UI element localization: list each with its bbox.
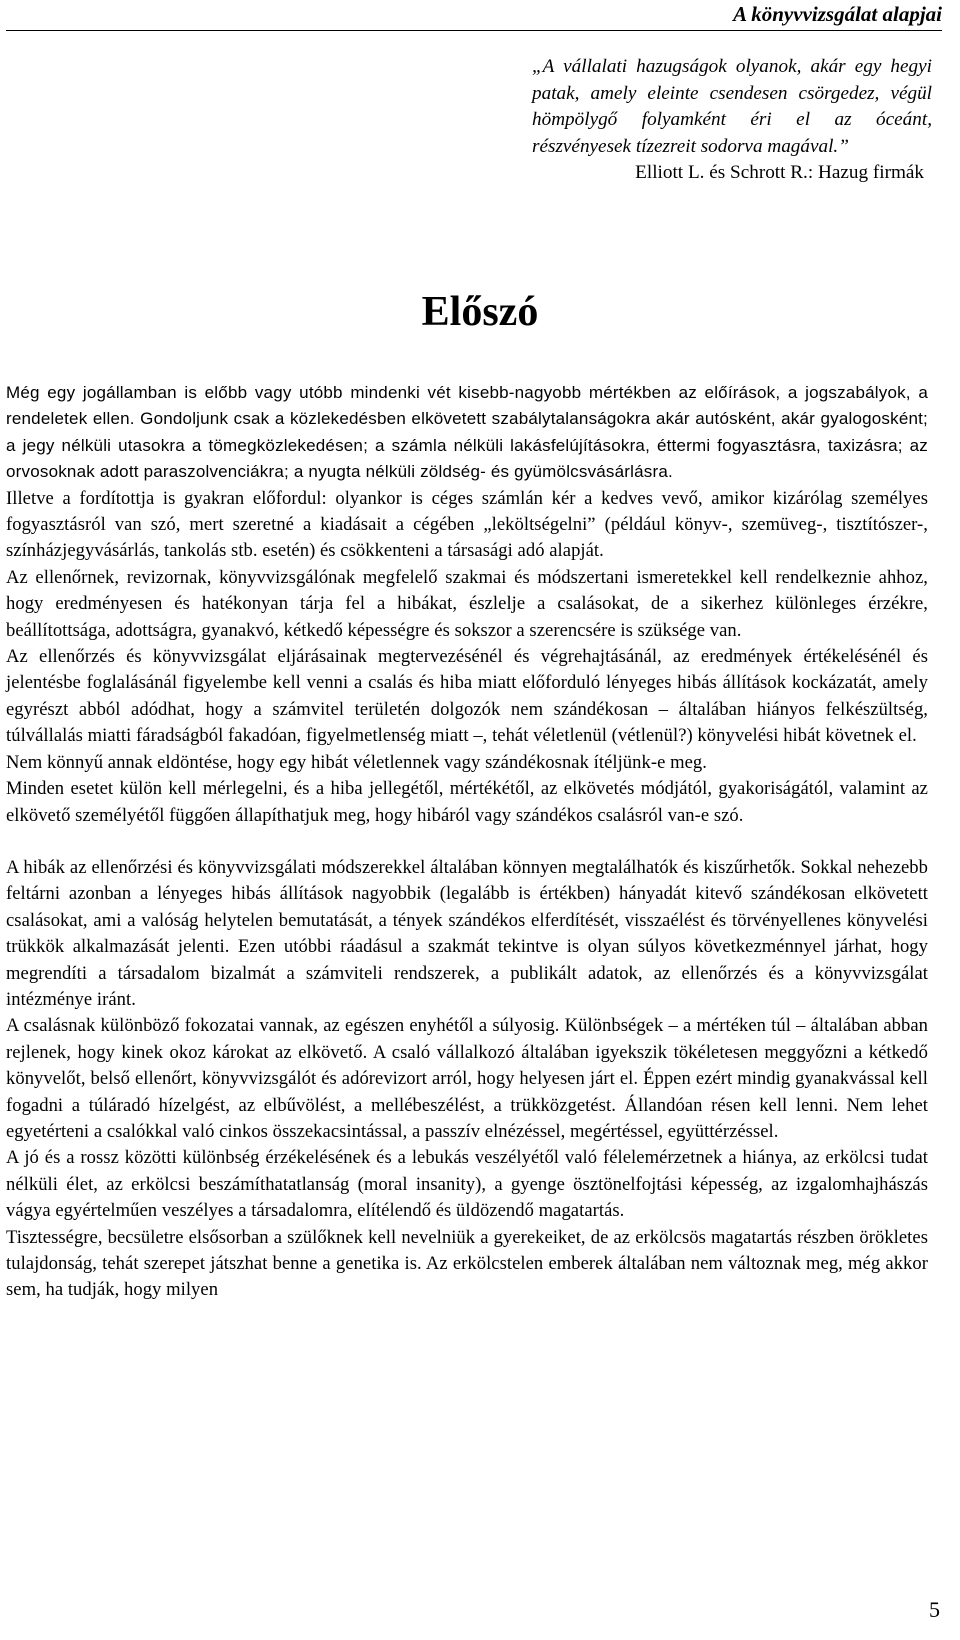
epigraph-attribution: Elliott L. és Schrott R.: Hazug firmák bbox=[635, 162, 924, 184]
paragraph-4: Az ellenőrzés és könyvvizsgálat eljárásainak megtervezésénél és végrehajtásánál, az eredmények értékelésénél és jelentésbe foglalásánál figyelembe kell venni a csalás és hiba miatt előforduló lényeges hibás állítások kockázatát, amely egyrészt abból adódhat, hogy a számvitel területén dolgozók nem szándékosan – általában hiányos felkészültség, túlvállalás miatti fáradságból fakadóan, figyelmetlenség miatt –, tehát véletlenül (vétlenül?) könyvelési hibát követnek el. bbox=[6, 646, 928, 747]
paragraph-1: Még egy jogállamban is előbb vagy utóbb mindenki vét kisebb-nagyobb mértékben az előírások, a jogszabályok, a rendeletek ellen. Gondoljunk csak a közlekedésben elkövetett szabálytalanságokra akár autósként, akár gyalogosként; a jegy nélküli utasokra a tömegközlekedésen; a számla nélküli lakásfelújításokra, éttermi fogyasztásra, taxizásra; az orvosoknak adott paraszolvenciákra; a nyugta nélküli zöldség- és gyümölcsvásárlásra. bbox=[6, 383, 928, 482]
paragraph-5: Nem könnyű annak eldöntése, hogy egy hibát véletlennek vagy szándékosnak ítéljünk-e meg. bbox=[6, 751, 707, 773]
running-header-title: A könyvvizsgálat alapjai bbox=[6, 0, 942, 31]
epigraph bbox=[532, 54, 932, 187]
paragraph-8: A csalásnak különböző fokozatai vannak, az egészen enyhétől a súlyosig. Különbségek – a mértéken túl – általában abban rejlenek, hogy kinek okoz károkat az elkövető. A csaló vállalkozó általában igyekszik tökéletesen meggyőzni a kétkedő könyvelőt, belső ellenőrt, könyvvizsgálót és adórevizort arról, hogy helyesen járt el. Éppen ezért mindig gyanakvással kell fogadni a túláradó hízelgést, az elbűvölést, a mellébeszélést, a trükközgetést. Állandóan résen kell lenni. Nem lehet egyetérteni a csalókkal való cinkos összekacsintással, a passzív elnézéssel, megértéssel, együttérzéssel. bbox=[6, 1015, 928, 1142]
epigraph-quote: „A vállalati hazugságok olyanok, akár egy hegyi patak, amely eleinte csendesen csörgedez, végül hömpölygő folyamként éri el az óceánt, részvényesek tízezreit sodorva magával.” bbox=[532, 56, 932, 157]
paragraph-2: Illetve a fordítottja is gyakran előfordul: olyankor is céges számlán kér a kedves vevő, amikor kizárólag személyes fogyasztásról van szó, mert szeretné a kiadásait a cégében „leköltségelni” (például könyv-, szemüveg-, tisztítószer-, színházjegyvásárlás, tankolás stb. esetén) és csökkenteni a társasági adó alapját. bbox=[6, 487, 928, 562]
chapter-title: Előszó bbox=[421, 289, 539, 335]
paragraph-9: A jó és a rossz közötti különbség érzékelésének és a lebukás veszélyétől való félelemérzetnek a hiánya, az erkölcsi tudat nélküli élet, az erkölcsi beszámíthatatlanság (moral insanity), a gyenge ösztönelfojtási képesség, az izgalomhajhászás vágya egyértelműen veszélyes a társadalomra, elítélendő és üldözendő magatartás. bbox=[6, 1147, 928, 1222]
paragraph-7: A hibák az ellenőrzési és könyvvizsgálati módszerekkel általában könnyen megtalálhatók és kiszűrhetők. Sokkal nehezebb feltárni azonban a lényeges hibás állítások nagyobbik (legalább is értékben) hányadát kitevő szándékosan elkövetett csalásokat, ami a valóság helytelen bemutatását, a tények szándékos elferdítését, visszaélést és törvényellenes könyvelési trükkök alkalmazását jelenti. Ezen utóbbi ráadásul a szakmát tekintve is olyan súlyos következménnyel járhat, hogy megrendíti a társadalom bizalmát a számviteli rendszerek, a publikált adatok, az ellenőrzés és a könyvvizsgálat intézménye iránt. bbox=[6, 856, 928, 1010]
paragraph-3: Az ellenőrnek, revizornak, könyvvizsgálónak megfelelő szakmai és módszertani ismeretekkel kell rendelkeznie ahhoz, hogy eredményesen és hatékonyan tárja fel a hibákat, észlelje a csalásokat, de a sikerhez különleges érzékre, beállítottsága, adottságra, gyanakvó, kétkedő képességre és sokszor a szerencsére is szüksége van. bbox=[6, 566, 928, 641]
chapter-body bbox=[6, 380, 928, 1304]
page-number: 5 bbox=[929, 1597, 940, 1622]
paragraph-10: Tisztességre, becsületre elsősorban a szülőknek kell nevelniük a gyerekeiket, de az erkölcsös magatartás részben örökletes tulajdonság, tehát szerepet játszhat benne a genetika is. Az erkölcstelen emberek általában nem változnak meg, még akkor sem, ha tudják, hogy milyen bbox=[6, 1226, 928, 1301]
paragraph-6: Minden esetet külön kell mérlegelni, és a hiba jellegétől, mértékétől, az elkövetés módjától, gyakoriságától, valamint az elkövető személyétől függően állapíthatjuk meg, hogy hibáról vagy szándékos csalásról van-e szó. bbox=[6, 778, 928, 826]
